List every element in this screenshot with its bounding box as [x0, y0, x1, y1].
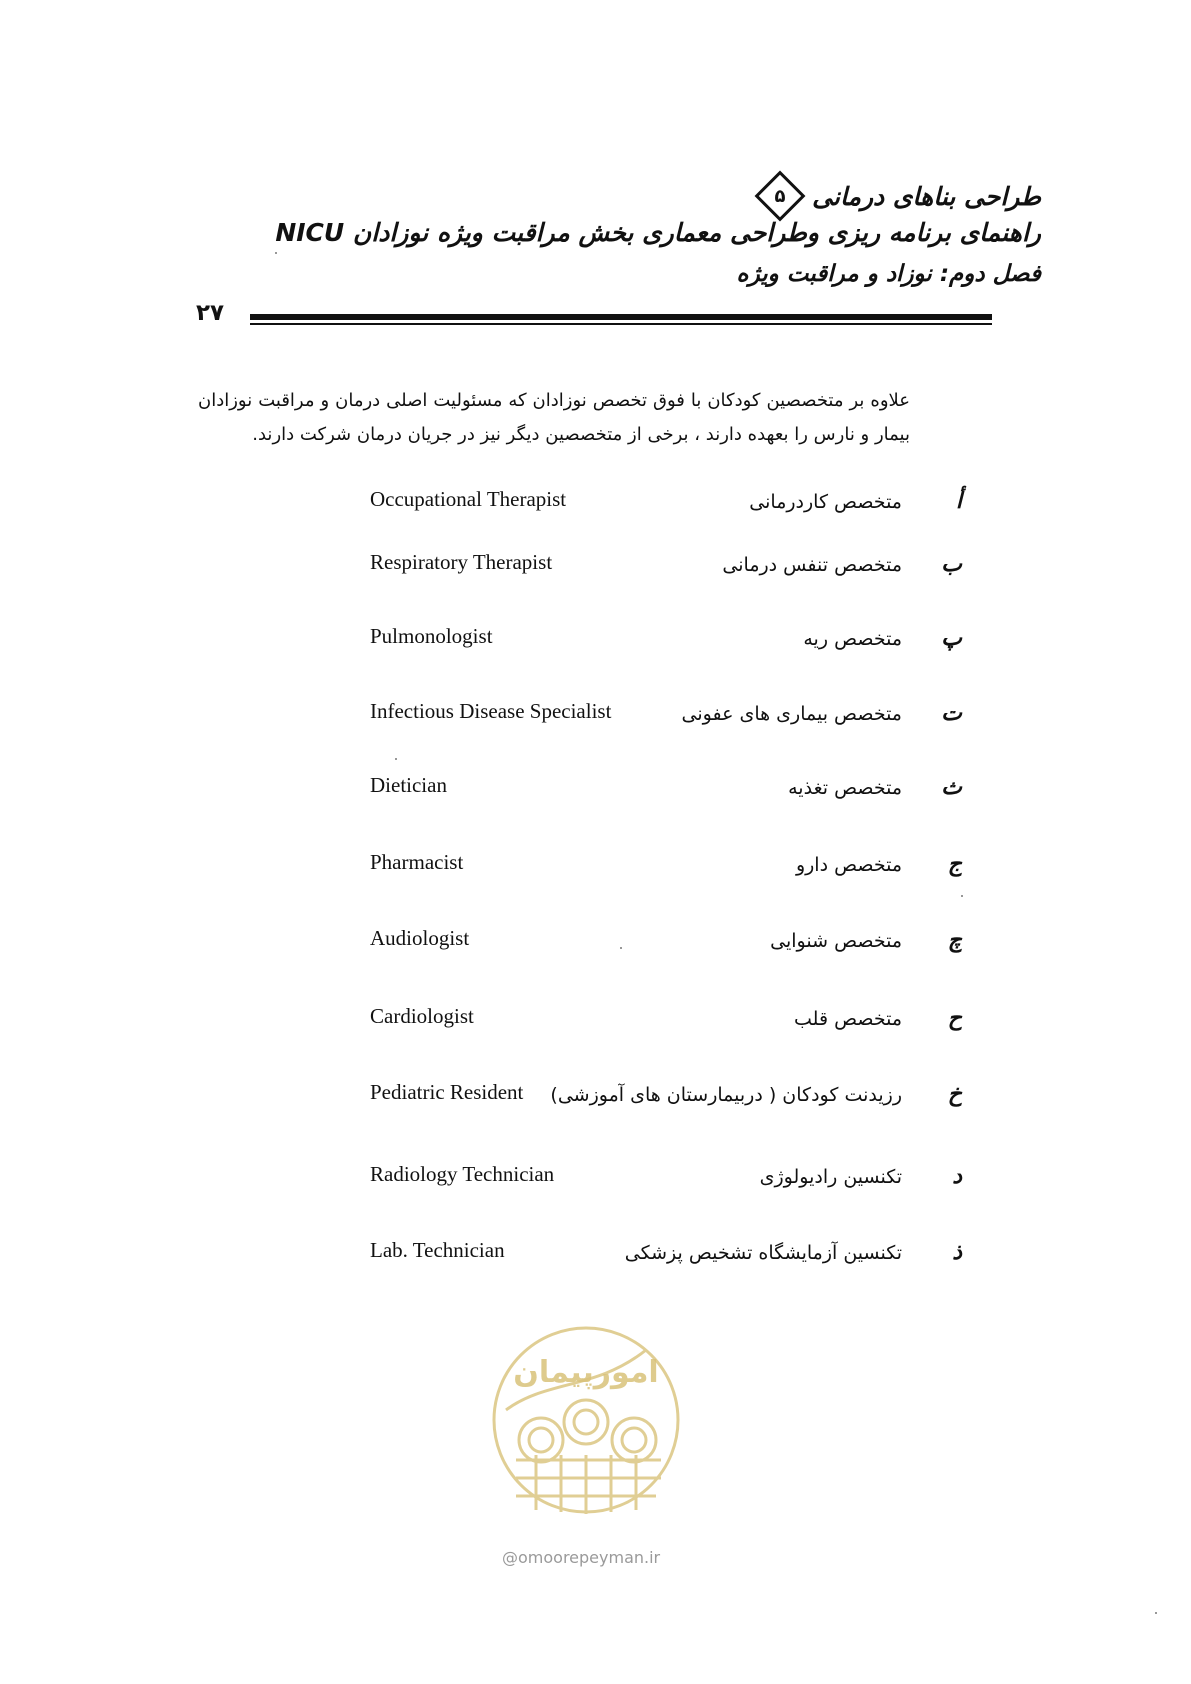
list-item	[370, 1080, 962, 1120]
list-item	[370, 699, 962, 739]
list-item	[370, 487, 962, 527]
english-term: Respiratory Therapist	[370, 550, 553, 574]
list-item	[370, 624, 962, 664]
scan-speck	[395, 758, 397, 760]
book-title: راهنمای برنامه ریزی وطراحی معماری بخش مراقبت ویژه نوزادان NICU	[275, 218, 1041, 247]
item-letter: ح	[947, 1006, 962, 1031]
english-term: Lab. Technician	[370, 1238, 505, 1262]
book-series-title	[756, 178, 1041, 214]
watermark-brand: امورپیمان	[513, 1355, 659, 1390]
english-term: Pharmacist	[370, 850, 464, 874]
item-letter: ج	[947, 852, 962, 877]
item-letter: ث	[941, 775, 962, 800]
scan-speck	[620, 947, 622, 949]
list-item	[370, 773, 962, 813]
english-term: Cardiologist	[370, 1004, 474, 1028]
english-term: Radiology Technician	[370, 1162, 555, 1186]
chapter-title: فصل دوم: نوزاد و مراقبت ویژه	[736, 261, 1041, 287]
scan-speck	[275, 252, 277, 254]
persian-term: متخصص ریه	[803, 628, 902, 650]
page-number: ۲۷	[196, 300, 225, 326]
item-letter: خ	[947, 1082, 962, 1107]
persian-term: متخصص بیماری های عفونی	[681, 703, 902, 725]
persian-term: متخصص تغذیه	[788, 777, 902, 799]
header-rule-thin	[250, 323, 992, 325]
list-item	[370, 850, 962, 890]
watermark-logo	[486, 1320, 686, 1520]
english-term: Pulmonologist	[370, 624, 493, 648]
persian-term: متخصص کاردرمانی	[749, 491, 902, 513]
item-letter: د	[952, 1164, 962, 1189]
persian-term: رزیدنت کودکان ( دربیمارستان های آموزشی)	[550, 1084, 902, 1106]
item-letter: ذ	[952, 1240, 962, 1265]
list-item	[370, 1004, 962, 1044]
persian-term: متخصص قلب	[794, 1008, 902, 1030]
intro-paragraph: علاوه بر متخصصین کودکان با فوق تخصص نوزادان که مسئولیت اصلی درمان و مراقبت نوزادان بیمار و نارس را بعهده دارند ، برخی از متخصصین دیگر نیز در جریان درمان شرکت دارند.	[198, 390, 910, 445]
scan-speck	[961, 895, 963, 897]
item-letter: ب	[941, 552, 962, 577]
english-term: Pediatric Resident	[370, 1080, 524, 1104]
persian-term: متخصص دارو	[795, 854, 902, 876]
header-rule-thick	[250, 314, 992, 320]
persian-term: تکنسین آزمایشگاه تشخیص پزشکی	[624, 1242, 902, 1264]
watermark-site: @omoorepeyman.ir	[502, 1548, 661, 1567]
persian-term: متخصص شنوایی	[770, 930, 902, 952]
persian-term: متخصص تنفس درمانی	[722, 554, 902, 576]
list-item	[370, 1162, 962, 1202]
item-letter: ت	[941, 701, 962, 726]
volume-badge	[755, 171, 806, 222]
english-term: Occupational Therapist	[370, 487, 567, 511]
english-term: Infectious Disease Specialist	[370, 699, 612, 723]
volume-number: ۵	[774, 185, 786, 207]
item-letter: چ	[947, 928, 962, 953]
series-label: طراحی بناهای درمانی	[812, 181, 1041, 211]
list-item	[370, 550, 962, 590]
english-term: Audiologist	[370, 926, 470, 950]
list-item	[370, 1238, 962, 1278]
list-item	[370, 926, 962, 966]
english-term: Dietician	[370, 773, 447, 797]
item-letter: پ	[941, 626, 962, 651]
persian-term: تکنسین رادیولوژی	[759, 1166, 902, 1188]
item-letter: أ	[955, 489, 962, 514]
scan-speck	[1155, 1612, 1157, 1614]
